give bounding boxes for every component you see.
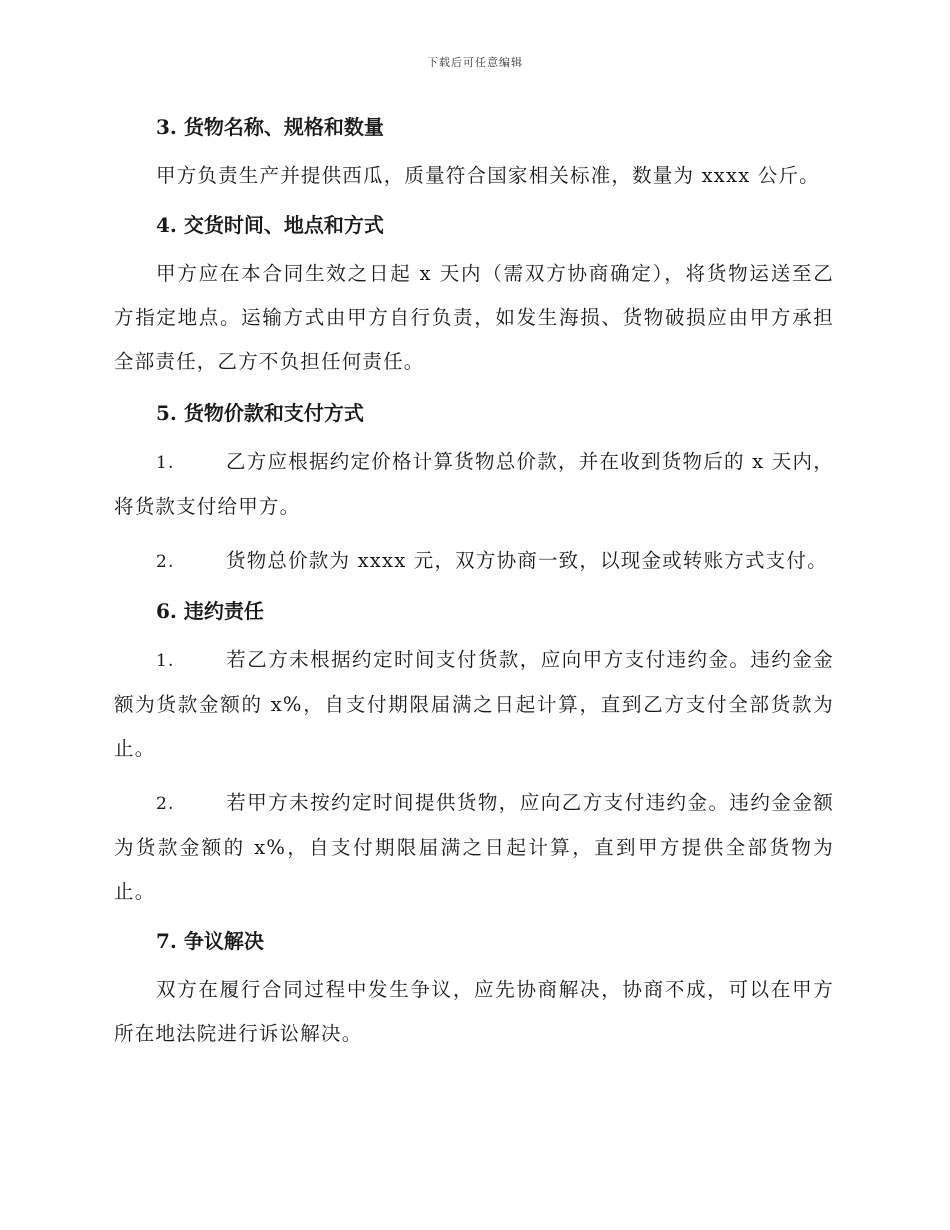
item-text: 若乙方未根据约定时间支付货款，应向甲方支付违约金。违约金金额为货款金额的 x%，自支付期限届满之日起计算，直到乙方支付全部货款为止。 xyxy=(114,648,834,760)
section-5-item xyxy=(114,440,834,529)
section-6-title: 6. 违约责任 xyxy=(156,599,264,623)
item-text: 货物总价款为 xxxx 元，双方协商一致，以现金或转账方式支付。 xyxy=(226,549,828,572)
item-number: 2. xyxy=(156,794,175,814)
section-7-paragraph: 双方在履行合同过程中发生争议，应先协商解决，协商不成，可以在甲方所在地法院进行诉讼解决。 xyxy=(114,978,834,1045)
section-6-item xyxy=(114,638,834,771)
section-6-item xyxy=(114,781,834,914)
section-4-paragraph: 甲方应在本合同生效之日起 x 天内（需双方协商确定），将货物运送至乙方指定地点。运输方式由甲方自行负责，如发生海损、货物破损应由甲方承担全部责任，乙方不负担任何责任。 xyxy=(114,262,834,373)
section-7-title: 7. 争议解决 xyxy=(156,929,264,953)
section-5-item xyxy=(114,539,834,584)
item-text: 乙方应根据约定价格计算货物总价款，并在收到货物后的 x 天内，将货款支付给甲方。 xyxy=(114,450,834,518)
section-3-paragraph: 甲方负责生产并提供西瓜，质量符合国家相关标准，数量为 xxxx 公斤。 xyxy=(156,164,820,187)
item-number: 1. xyxy=(156,651,175,671)
section-5-title: 5. 货物价款和支付方式 xyxy=(156,401,364,425)
section-4-title: 4. 交货时间、地点和方式 xyxy=(156,213,384,237)
item-number: 1. xyxy=(156,453,175,473)
item-number: 2. xyxy=(156,552,175,572)
section-3-title: 3. 货物名称、规格和数量 xyxy=(156,115,384,139)
document-body xyxy=(114,110,834,1056)
item-text: 若甲方未按约定时间提供货物，应向乙方支付违约金。违约金金额为货款金额的 x%，自支付期限届满之日起计算，直到甲方提供全部货物为止。 xyxy=(114,791,834,903)
header-note: 下载后可任意编辑 xyxy=(427,56,523,69)
